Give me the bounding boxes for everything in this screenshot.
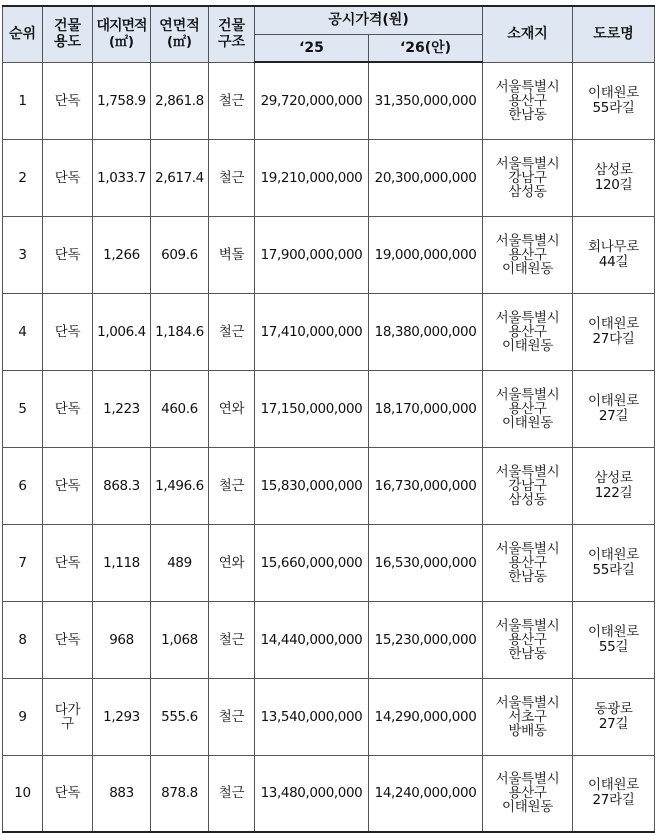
table-row: [3, 62, 655, 139]
cell-price-25: 17,410,000,000: [255, 293, 369, 370]
road-line: 122길: [594, 484, 633, 501]
location-line: 용산구: [508, 323, 547, 340]
cell-structure: 철근: [209, 601, 255, 678]
location-line: 한남동: [508, 645, 547, 662]
cell-land-area: 1,118: [93, 524, 151, 601]
cell-road: [573, 62, 655, 139]
road-line: 이태원로: [588, 392, 639, 409]
location-line: 용산구: [508, 92, 547, 109]
cell-location: [483, 370, 573, 447]
table-header: [3, 6, 655, 62]
location-line: 용산구: [508, 400, 547, 417]
cell-road: [573, 216, 655, 293]
cell-location: [483, 755, 573, 832]
location-line: 서울특별시: [495, 78, 560, 95]
cell-use: 단독: [43, 370, 93, 447]
cell-structure: 연와: [209, 370, 255, 447]
header-rank: 순위: [3, 6, 43, 62]
header-structure: 건물 구조: [209, 6, 255, 62]
cell-use: 단독: [43, 601, 93, 678]
location-line: 서울특별시: [495, 386, 560, 403]
cell-road: [573, 139, 655, 216]
cell-rank: 1: [3, 62, 43, 139]
cell-structure: 철근: [209, 62, 255, 139]
road-line: 55라길: [592, 561, 635, 578]
header-location: 소재지: [483, 6, 573, 62]
road-line: 이태원로: [588, 84, 639, 101]
location-line: 삼성동: [508, 491, 547, 508]
road-line: 44길: [598, 253, 629, 270]
cell-rank: 3: [3, 216, 43, 293]
cell-location: [483, 678, 573, 755]
location-line: 서울특별시: [495, 540, 560, 557]
cell-structure: 철근: [209, 293, 255, 370]
header-road: 도로명: [573, 6, 655, 62]
header-use: 건물 용도: [43, 6, 93, 62]
cell-structure: 철근: [209, 139, 255, 216]
cell-rank: 10: [3, 755, 43, 832]
cell-price-25: 17,150,000,000: [255, 370, 369, 447]
cell-location: [483, 62, 573, 139]
location-line: 용산구: [508, 246, 547, 263]
cell-structure: 벽돌: [209, 216, 255, 293]
cell-rank: 8: [3, 601, 43, 678]
cell-use: 단독: [43, 293, 93, 370]
cell-structure: 연와: [209, 524, 255, 601]
cell-use-b: 구: [61, 715, 74, 732]
cell-location: [483, 601, 573, 678]
cell-location: [483, 524, 573, 601]
table-row: [3, 139, 655, 216]
cell-floor-area: 460.6: [151, 370, 209, 447]
table-row: [3, 216, 655, 293]
cell-price-25: 13,480,000,000: [255, 755, 369, 832]
cell-floor-area: 878.8: [151, 755, 209, 832]
location-line: 강남구: [508, 169, 547, 186]
table-row: [3, 755, 655, 832]
cell-use: 단독: [43, 216, 93, 293]
cell-use: 단독: [43, 524, 93, 601]
cell-land-area: 1,033.7: [93, 139, 151, 216]
location-line: 서울특별시: [495, 463, 560, 480]
road-line: 27길: [598, 715, 629, 732]
cell-rank: 4: [3, 293, 43, 370]
location-line: 서울특별시: [495, 232, 560, 249]
cell-structure: 철근: [209, 755, 255, 832]
cell-road: [573, 524, 655, 601]
cell-floor-area: 555.6: [151, 678, 209, 755]
cell-structure: 철근: [209, 447, 255, 524]
road-line: 55길: [598, 638, 629, 655]
cell-rank: 2: [3, 139, 43, 216]
location-line: 서울특별시: [495, 694, 560, 711]
cell-road: [573, 370, 655, 447]
road-line: 회나무로: [588, 238, 639, 255]
cell-price-25: 15,660,000,000: [255, 524, 369, 601]
cell-price-25: 19,210,000,000: [255, 139, 369, 216]
cell-floor-area: 609.6: [151, 216, 209, 293]
cell-road: [573, 755, 655, 832]
cell-floor-area: 2,861.8: [151, 62, 209, 139]
cell-land-area: 1,223: [93, 370, 151, 447]
cell-price-25: 15,830,000,000: [255, 447, 369, 524]
location-line: 서울특별시: [495, 617, 560, 634]
cell-road: [573, 293, 655, 370]
road-line: 이태원로: [588, 777, 639, 794]
location-line: 한남동: [508, 106, 547, 123]
cell-price-26: 16,730,000,000: [369, 447, 483, 524]
cell-floor-area: 489: [151, 524, 209, 601]
table-body: [3, 62, 655, 832]
location-line: 용산구: [508, 631, 547, 648]
table-row: [3, 370, 655, 447]
cell-use: 단독: [43, 755, 93, 832]
cell-price-25: 13,540,000,000: [255, 678, 369, 755]
cell-rank: 9: [3, 678, 43, 755]
cell-floor-area: 1,068: [151, 601, 209, 678]
cell-rank: 6: [3, 447, 43, 524]
cell-location: [483, 293, 573, 370]
cell-rank: 7: [3, 524, 43, 601]
cell-use: 단독: [43, 62, 93, 139]
road-line: 동광로: [594, 700, 633, 717]
location-line: 서울특별시: [495, 309, 560, 326]
table-row: [3, 678, 655, 755]
location-line: 이태원동: [502, 414, 553, 431]
cell-land-area: 1,758.9: [93, 62, 151, 139]
location-line: 한남동: [508, 568, 547, 585]
cell-use: 단독: [43, 139, 93, 216]
cell-price-26: 19,000,000,000: [369, 216, 483, 293]
cell-land-area: 1,006.4: [93, 293, 151, 370]
road-line: 120길: [594, 176, 633, 193]
location-line: 용산구: [508, 554, 547, 571]
road-line: 삼성로: [594, 161, 633, 178]
cell-price-26: 15,230,000,000: [369, 601, 483, 678]
cell-road: [573, 601, 655, 678]
location-line: 삼성동: [508, 183, 547, 200]
cell-price-25: 17,900,000,000: [255, 216, 369, 293]
cell-use: [43, 678, 93, 755]
price-table: [2, 5, 655, 833]
location-line: 강남구: [508, 477, 547, 494]
cell-floor-area: 2,617.4: [151, 139, 209, 216]
header-price-25: ‘25: [255, 34, 369, 62]
road-line: 27길: [598, 407, 629, 424]
road-line: 이태원로: [588, 315, 639, 332]
header-floor-area: 연면적 (㎡): [151, 6, 209, 62]
table-row: [3, 601, 655, 678]
road-line: 삼성로: [594, 469, 633, 486]
cell-land-area: 868.3: [93, 447, 151, 524]
cell-price-26: 14,290,000,000: [369, 678, 483, 755]
cell-price-26: 18,380,000,000: [369, 293, 483, 370]
cell-road: [573, 678, 655, 755]
location-line: 이태원동: [502, 260, 553, 277]
cell-location: [483, 216, 573, 293]
table-row: [3, 293, 655, 370]
cell-road: [573, 447, 655, 524]
road-line: 이태원로: [588, 623, 639, 640]
location-line: 서울특별시: [495, 155, 560, 172]
cell-floor-area: 1,496.6: [151, 447, 209, 524]
cell-price-26: 18,170,000,000: [369, 370, 483, 447]
cell-location: [483, 139, 573, 216]
table-row: [3, 524, 655, 601]
cell-use: 단독: [43, 447, 93, 524]
road-line: 이태원로: [588, 546, 639, 563]
cell-use-a: 다가: [54, 701, 81, 718]
cell-land-area: 883: [93, 755, 151, 832]
header-land-area: 대지면적 (㎡): [93, 6, 151, 62]
table-row: [3, 447, 655, 524]
cell-price-26: 31,350,000,000: [369, 62, 483, 139]
location-line: 이태원동: [502, 799, 553, 816]
cell-price-26: 14,240,000,000: [369, 755, 483, 832]
road-line: 27다길: [592, 330, 635, 347]
cell-land-area: 1,266: [93, 216, 151, 293]
location-line: 이태원동: [502, 337, 553, 354]
cell-floor-area: 1,184.6: [151, 293, 209, 370]
cell-location: [483, 447, 573, 524]
road-line: 55라길: [592, 99, 635, 116]
location-line: 서울특별시: [495, 771, 560, 788]
cell-land-area: 968: [93, 601, 151, 678]
header-price-26: ‘26(안): [369, 34, 483, 62]
location-line: 용산구: [508, 785, 547, 802]
cell-price-25: 14,440,000,000: [255, 601, 369, 678]
header-price-group: 공시가격(원): [255, 6, 483, 34]
road-line: 27라길: [592, 792, 635, 809]
cell-rank: 5: [3, 370, 43, 447]
cell-price-25: 29,720,000,000: [255, 62, 369, 139]
location-line: 방배동: [508, 722, 547, 739]
location-line: 서초구: [508, 708, 547, 725]
cell-price-26: 16,530,000,000: [369, 524, 483, 601]
cell-structure: 철근: [209, 678, 255, 755]
cell-price-26: 20,300,000,000: [369, 139, 483, 216]
cell-land-area: 1,293: [93, 678, 151, 755]
